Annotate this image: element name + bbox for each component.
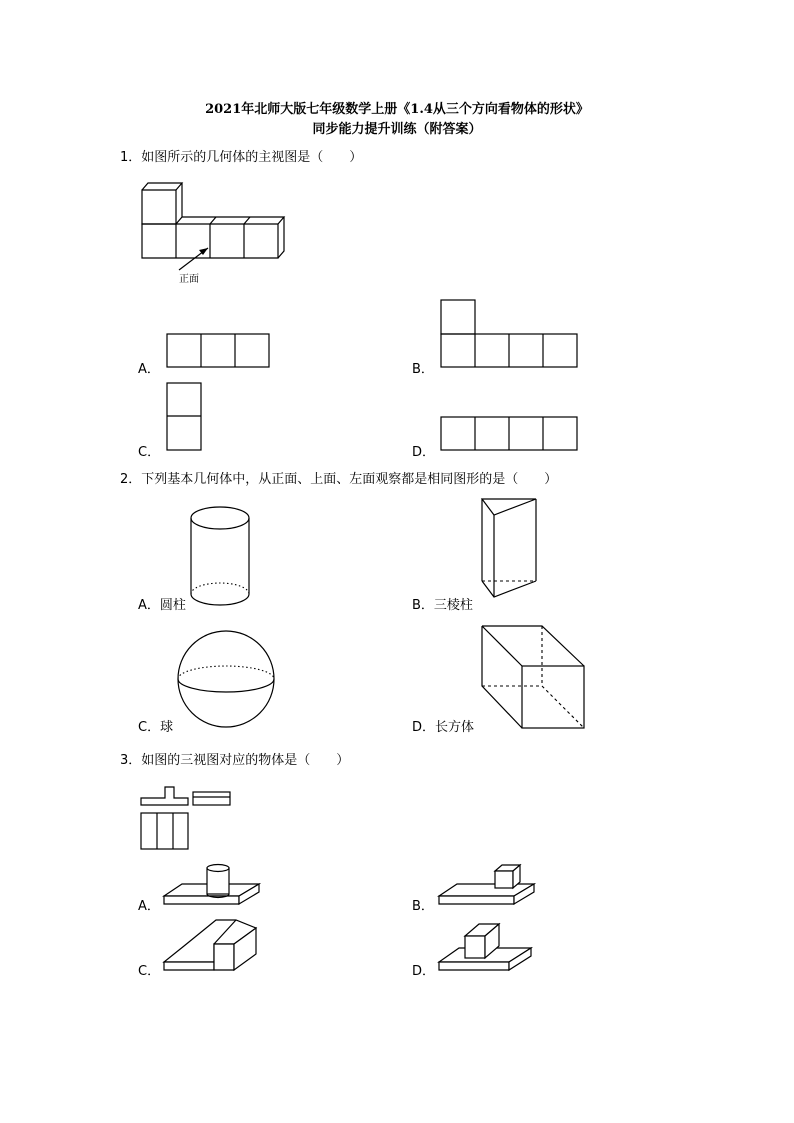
q3-option-a-figure xyxy=(162,858,262,910)
cube-stack-drawing xyxy=(142,183,284,270)
front-label: 正面 xyxy=(179,274,199,285)
q2-cuboid-figure xyxy=(480,624,588,732)
q2-cylinder-figure xyxy=(188,504,254,610)
q2-triangular-prism-figure xyxy=(478,495,542,613)
document-title-line2: 同步能力提升训练（附答案） xyxy=(312,122,482,137)
q3-option-c-label: C． xyxy=(138,964,161,979)
q1-main-figure xyxy=(135,178,305,288)
q1-option-a-label: A． xyxy=(138,362,160,377)
q3-option-b-figure xyxy=(437,858,537,910)
q2-option-c-label: C．球 xyxy=(138,720,174,735)
q3-three-views-figure xyxy=(138,784,238,854)
q1-option-b-figure xyxy=(440,299,580,369)
q3-option-d-label: D． xyxy=(412,964,436,979)
q1-option-b-label: B． xyxy=(412,362,434,377)
q2-option-d-label: D．长方体 xyxy=(412,720,475,735)
document-title-line1: 2021年北师大版七年级数学上册《1.4从三个方向看物体的形状》 xyxy=(205,102,589,117)
q2-sphere-figure xyxy=(176,628,276,730)
q1-option-a-figure xyxy=(166,333,270,369)
q1-option-d-figure xyxy=(440,416,580,452)
q1-option-c-label: C． xyxy=(138,445,161,460)
question-2-stem: 2．下列基本几何体中，从正面、上面、左面观察都是相同图形的是（ ） xyxy=(120,472,558,487)
q3-option-c-figure xyxy=(162,918,262,976)
q2-option-a-label: A．圆柱 xyxy=(138,598,186,613)
question-1-stem: 1．如图所示的几何体的主视图是（ ） xyxy=(120,150,363,165)
q1-option-d-label: D． xyxy=(412,445,436,460)
q1-option-c-figure xyxy=(166,382,204,452)
q2-option-b-label: B．三棱柱 xyxy=(412,598,473,613)
q3-option-d-figure xyxy=(437,918,537,976)
q3-option-a-label: A． xyxy=(138,899,160,914)
question-3-stem: 3．如图的三视图对应的物体是（ ） xyxy=(120,753,350,768)
q3-option-b-label: B． xyxy=(412,899,434,914)
